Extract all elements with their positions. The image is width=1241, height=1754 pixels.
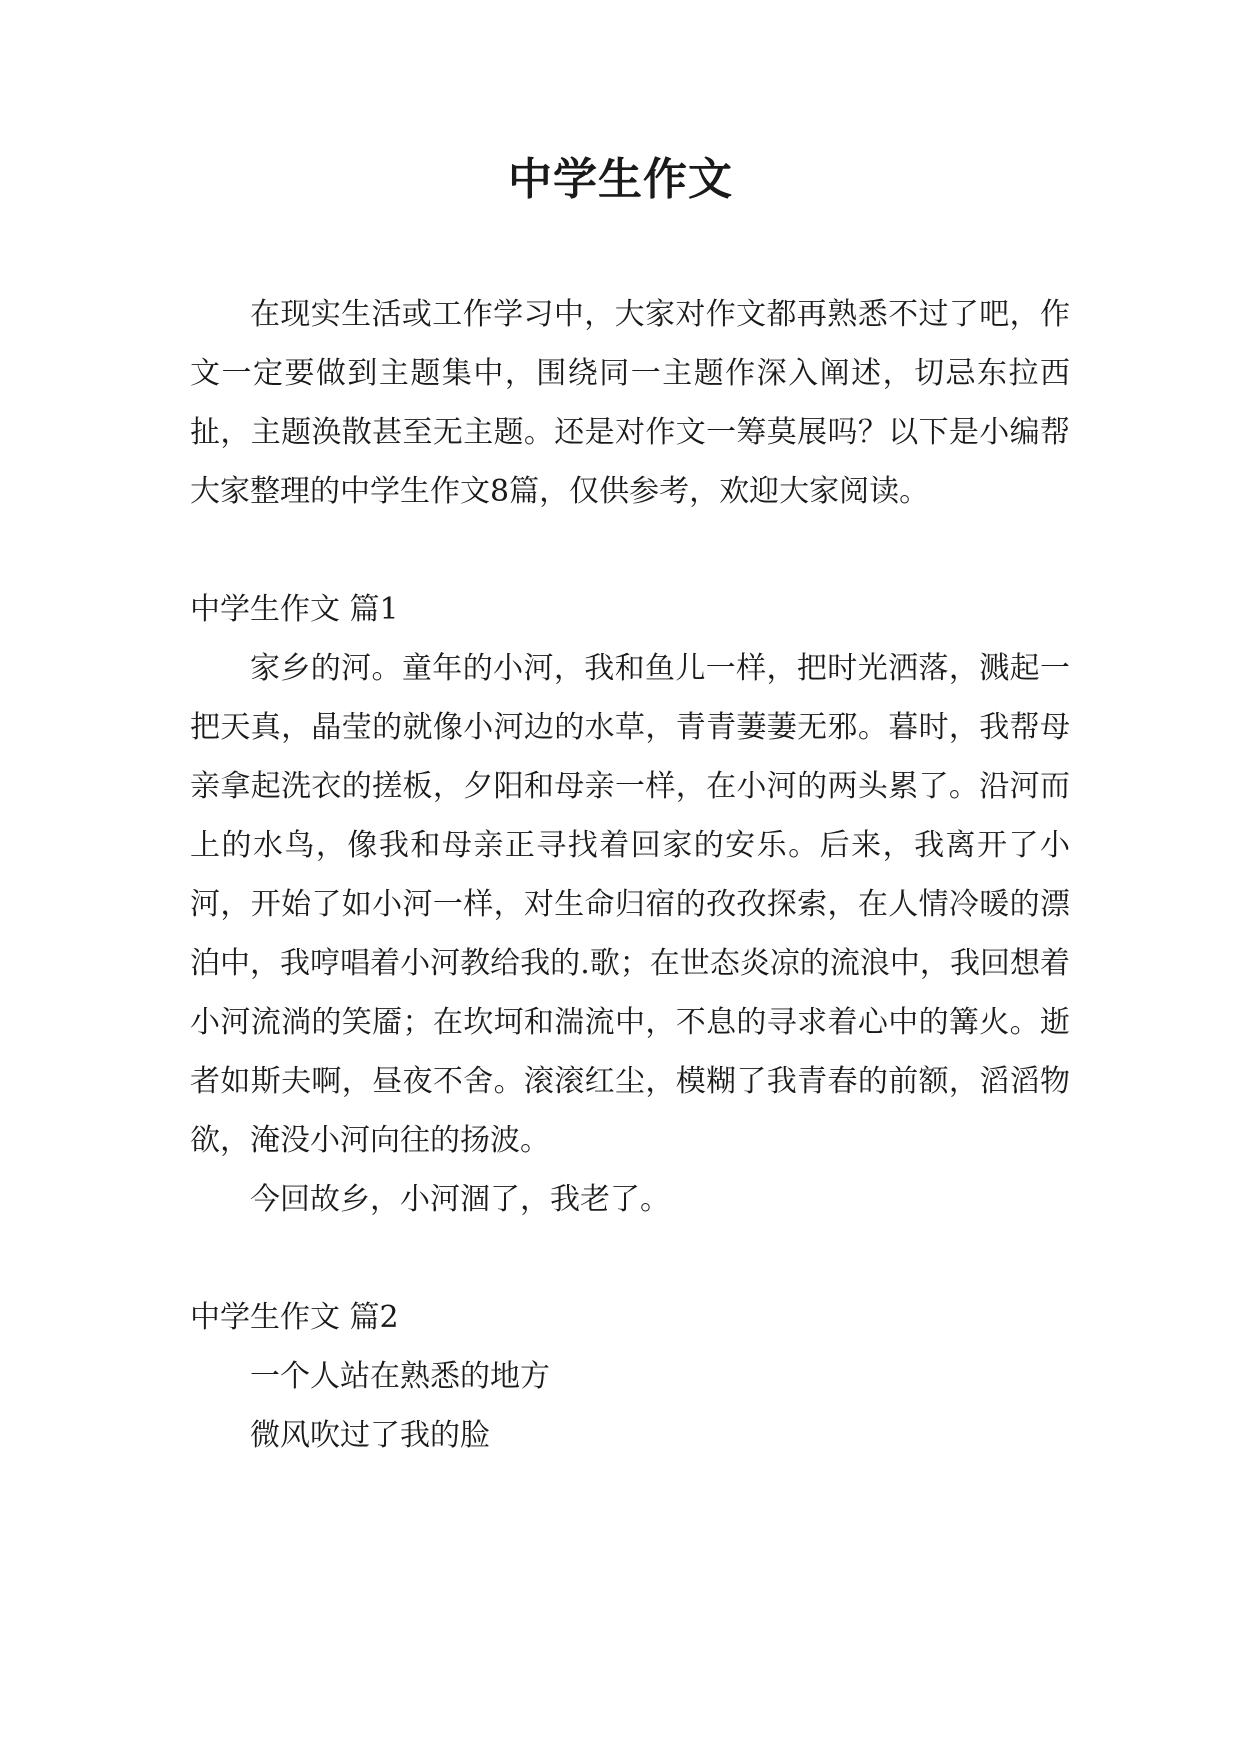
document-title: 中学生作文 — [508, 154, 733, 205]
section-paragraph: 一个人站在熟悉的地方 — [250, 1359, 550, 1394]
essay-section-1 — [190, 580, 1070, 1229]
section-spacer — [190, 1229, 1070, 1288]
document-body — [190, 285, 1070, 1465]
section-paragraph: 微风吹过了我的脸 — [250, 1418, 490, 1453]
essay-section-2 — [190, 1288, 1070, 1465]
section-paragraph: 今回故乡，小河涸了，我老了。 — [250, 1182, 670, 1217]
section-spacer — [190, 521, 1070, 580]
section-heading: 中学生作文 篇2 — [190, 1300, 399, 1335]
intro-paragraph: 在现实生活或工作学习中，大家对作文都再熟悉不过了吧，作文一定要做到主题集中，围绕同一主题作深入阐述，切忌东拉西扯，主题涣散甚至无主题。还是对作文一筹莫展吗？以下是小编帮大家整理的中学生作文8篇，仅供参考，欢迎大家阅读。 — [190, 297, 1070, 509]
section-paragraph: 家乡的河。童年的小河，我和鱼儿一样，把时光洒落，溅起一把天真，晶莹的就像小河边的水草，青青萋萋无邪。暮时，我帮母亲拿起洗衣的搓板，夕阳和母亲一样，在小河的两头累了。沿河而上的水鸟，像我和母亲正寻找着回家的安乐。后来，我离开了小河，开始了如小河一样，对生命归宿的孜孜探索，在人情冷暖的漂泊中，我哼唱着小河教给我的.歌；在世态炎凉的流浪中，我回想着小河流淌的笑靥；在坎坷和湍流中，不息的寻求着心中的篝火。逝者如斯夫啊，昼夜不舍。滚滚红尘，模糊了我青春的前额，滔滔物欲，淹没小河向往的扬波。 — [190, 651, 1070, 1158]
section-heading: 中学生作文 篇1 — [190, 592, 399, 627]
